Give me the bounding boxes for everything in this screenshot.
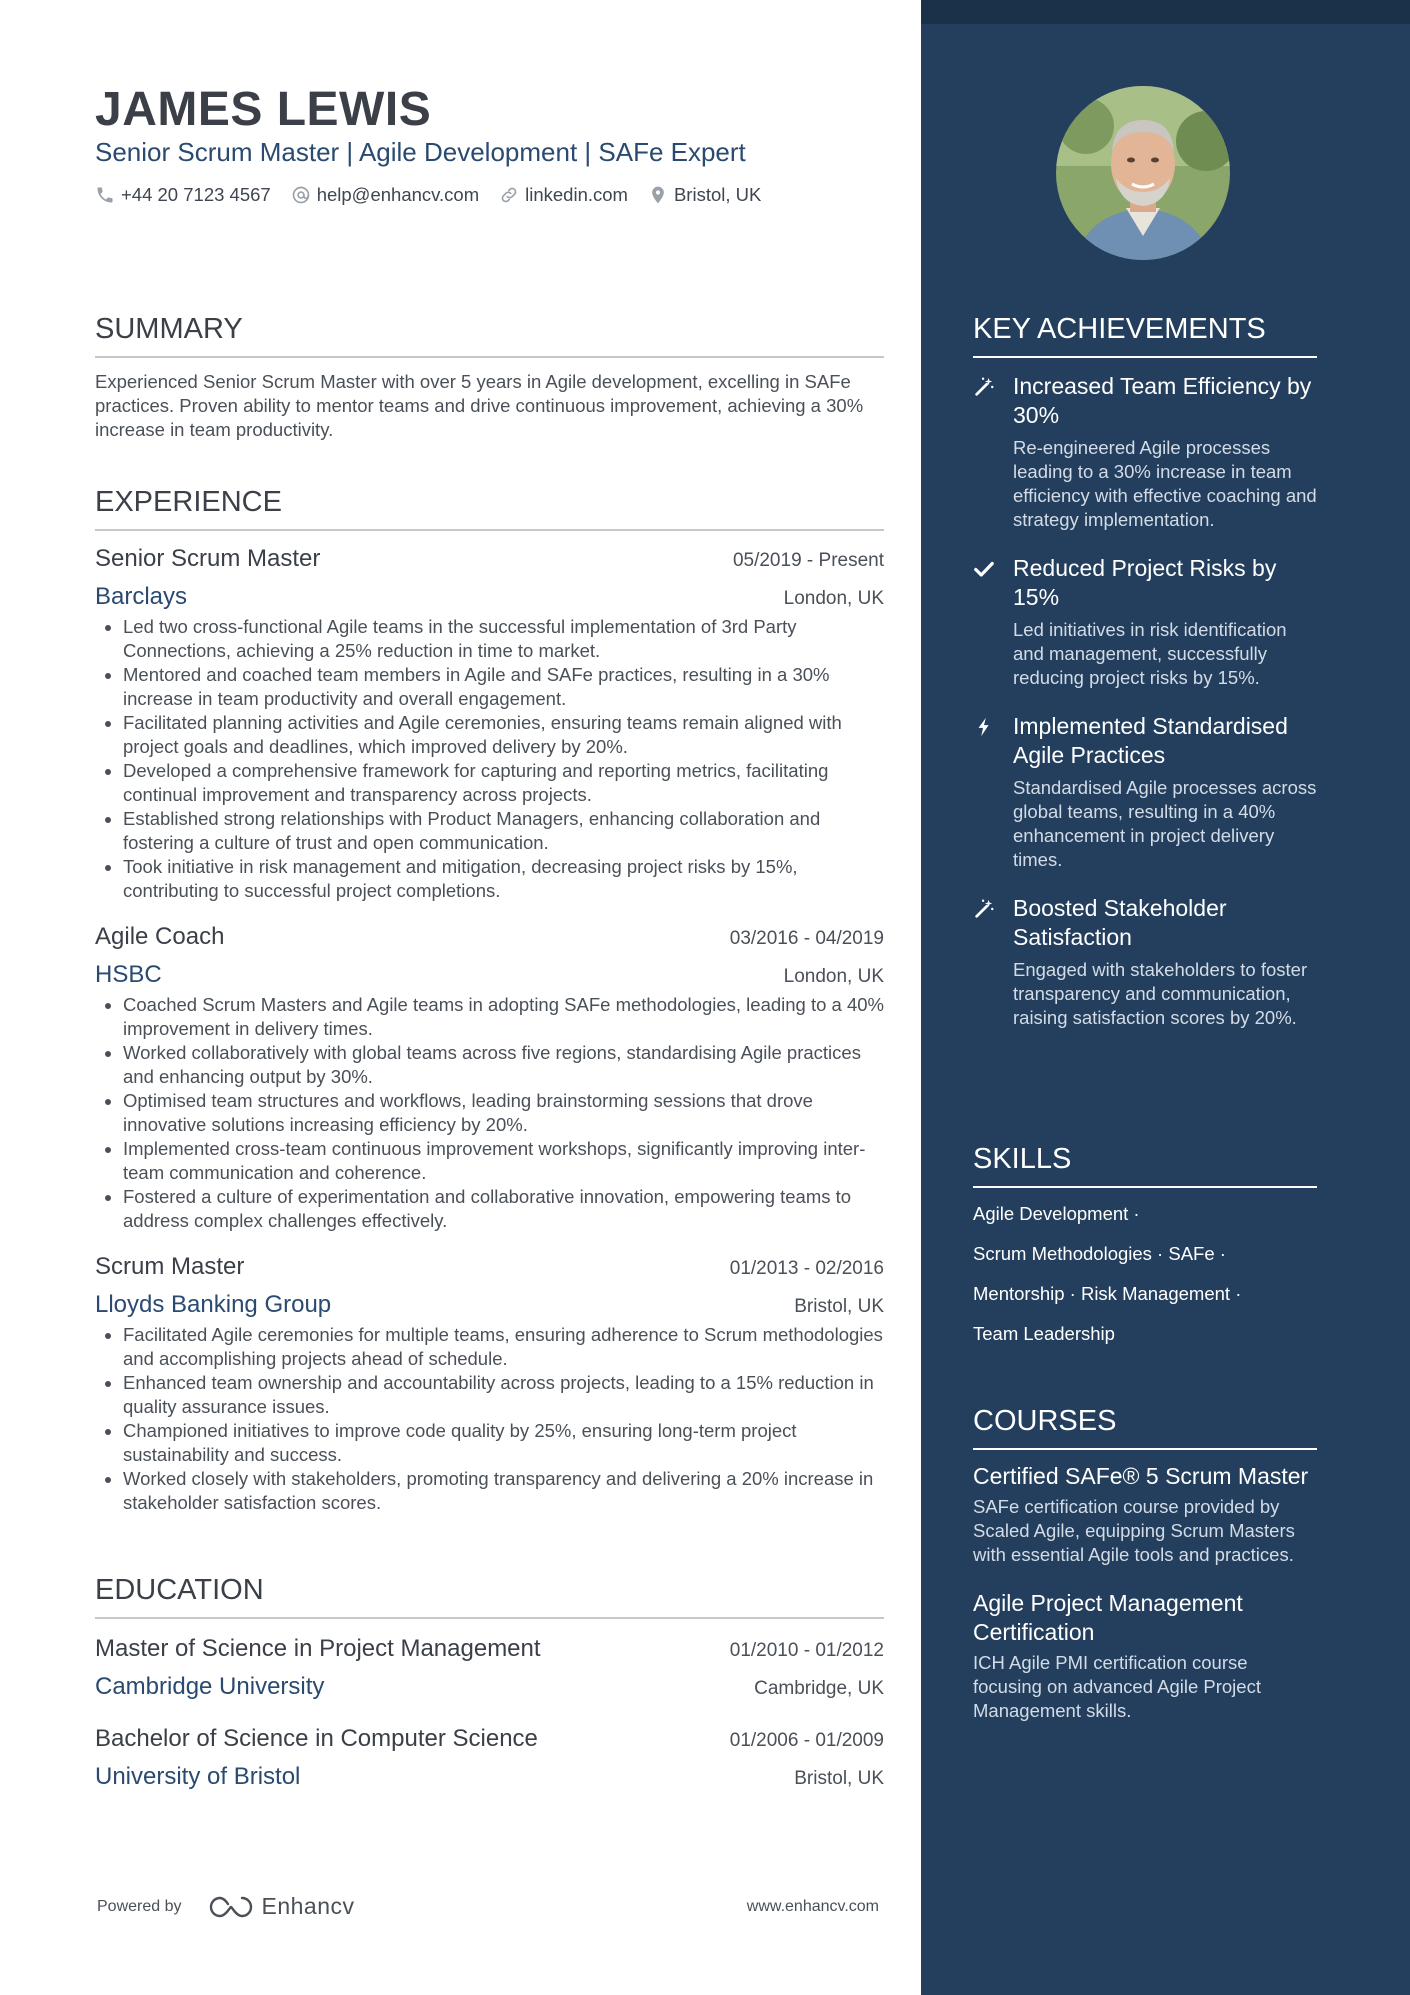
summary-title: SUMMARY: [95, 313, 243, 345]
education-section: [95, 1571, 884, 1793]
job-role: Scrum Master: [95, 1253, 245, 1280]
achievement-description: Standardised Agile processes across global teams, resulting in a 40% enhancement in project delivery times.: [1013, 777, 1317, 870]
achievement-title: Reduced Project Risks by 15%: [1013, 555, 1277, 610]
phone-icon: [95, 185, 115, 205]
education-entry: [95, 1723, 884, 1793]
job-company: HSBC: [95, 961, 162, 988]
contact-phone[interactable]: [95, 184, 271, 206]
bullet-item: • Implemented cross-team continuous improvement workshops, significantly improving inter-team communication and coherence.: [123, 1137, 884, 1185]
experience-section: [95, 483, 884, 1515]
achievement-item: [973, 554, 1317, 690]
education-title: EDUCATION: [95, 1574, 264, 1606]
degree: Bachelor of Science in Computer Science: [95, 1725, 538, 1752]
job-location: London, UK: [783, 588, 884, 609]
education-location: Cambridge, UK: [754, 1678, 884, 1699]
education-date: 01/2006 - 01/2009: [729, 1730, 884, 1751]
website-link[interactable]: www.enhancv.com: [746, 1897, 879, 1915]
divider: [973, 1448, 1317, 1450]
achievement-description: Led initiatives in risk identification and management, successfully reducing project risks by 15%.: [1013, 619, 1287, 688]
skills-title: SKILLS: [973, 1143, 1072, 1175]
brand-name: Enhancv: [261, 1893, 355, 1919]
achievement-title: Boosted Stakeholder Satisfaction: [1013, 895, 1227, 950]
bullet-item: • Mentored and coached team members in Agile and SAFe practices, resulting in a 30% increase in team productivity and overall engagement.: [123, 663, 884, 711]
magic-wand-icon: [973, 898, 995, 920]
skill-line: Team Leadership: [973, 1323, 1115, 1344]
bullet-item: • Facilitated Agile ceremonies for multiple teams, ensuring adherence to Scrum methodologies and accomplishing projects ahead of schedule.: [123, 1323, 884, 1371]
bullet-item: • Optimised team structures and workflows, leading brainstorming sessions that drove innovative solutions increasing efficiency by 20%.: [123, 1089, 884, 1137]
job-entry: [95, 543, 884, 903]
job-role: Senior Scrum Master: [95, 545, 321, 572]
school: Cambridge University: [95, 1673, 325, 1700]
divider: [95, 529, 884, 531]
contact-location: [648, 184, 761, 206]
education-location: Bristol, UK: [794, 1768, 884, 1789]
sidebar: [921, 0, 1410, 1995]
achievement-description: Engaged with stakeholders to foster transparency and communication, raising satisfaction scores by 20%.: [1013, 959, 1308, 1028]
bullet-item: • Took initiative in risk management and mitigation, decreasing project risks by 15%, contributing to successful project completions.: [123, 855, 884, 903]
summary-section: [95, 310, 884, 442]
link-icon: [499, 185, 519, 205]
powered-by-label: Powered by: [97, 1897, 182, 1915]
profile-photo: [1056, 86, 1230, 260]
contact-linkedin[interactable]: [499, 184, 628, 206]
course-description: SAFe certification course provided by Scaled Agile, equipping Scrum Masters with essential Agile tools and practices.: [973, 1496, 1295, 1565]
email-text: help@enhancv.com: [316, 184, 480, 205]
education-date: 01/2010 - 01/2012: [729, 1640, 884, 1661]
achievement-description: Re-engineered Agile processes leading to a 30% increase in team efficiency with effective coaching and strategy implementation.: [1013, 437, 1317, 530]
enhancv-logo[interactable]: [208, 1893, 355, 1920]
achievement-title: Increased Team Efficiency by 30%: [1013, 373, 1312, 428]
job-date: 01/2013 - 02/2016: [729, 1258, 884, 1279]
divider: [95, 356, 884, 358]
job-bullets: [95, 993, 884, 1233]
contact-bar: [95, 184, 781, 206]
bullet-item: • Facilitated planning activities and Agile ceremonies, ensuring teams remain aligned with project goals and deadlines, which improved delivery by 20%.: [123, 711, 884, 759]
courses-section: [973, 1402, 1317, 1723]
achievements-section: [973, 310, 1317, 1030]
summary-text: Experienced Senior Scrum Master with over 5 years in Agile development, excelling in SAFe practices. Proven ability to mentor teams and drive continuous improvement, achieving a 30% increase in team productivity.: [95, 371, 864, 440]
magic-wand-icon: [973, 376, 995, 398]
checkmark-icon: [973, 558, 995, 580]
course-title: Agile Project Management Certification: [973, 1590, 1243, 1645]
achievements-title: KEY ACHIEVEMENTS: [973, 313, 1266, 345]
achievement-item: [973, 712, 1317, 872]
bullet-item: • Enhanced team ownership and accountability across projects, leading to a 15% reduction in quality assurance issues.: [123, 1371, 884, 1419]
degree: Master of Science in Project Management: [95, 1635, 541, 1662]
bullet-item: • Worked closely with stakeholders, promoting transparency and delivering a 20% increase in stakeholder satisfaction scores.: [123, 1467, 884, 1515]
achievement-item: [973, 372, 1317, 532]
footer: [97, 1893, 879, 1920]
courses-title: COURSES: [973, 1405, 1117, 1437]
skills-section: [973, 1140, 1317, 1362]
skill-line: Scrum Methodologies · SAFe ·: [973, 1243, 1226, 1264]
job-location: Bristol, UK: [794, 1296, 884, 1317]
achievement-title: Implemented Standardised Agile Practices: [1013, 713, 1288, 768]
job-date: 05/2019 - Present: [732, 550, 884, 571]
skills-list: [973, 1202, 1317, 1346]
job-company: Barclays: [95, 583, 188, 610]
sidebar-top-bar: [921, 0, 1410, 24]
candidate-name: JAMES LEWIS: [95, 83, 432, 136]
job-bullets: [95, 615, 884, 903]
bullet-item: • Led two cross-functional Agile teams in the successful implementation of 3rd Party Connections, achieving a 25% reduction in time to market.: [123, 615, 884, 663]
job-entry: [95, 921, 884, 1233]
job-bullets: [95, 1323, 884, 1515]
bullet-item: • Fostered a culture of experimentation and collaborative innovation, empowering teams to address complex challenges effectively.: [123, 1185, 884, 1233]
bullet-item: • Worked collaboratively with global teams across five regions, standardising Agile practices and enhancing output by 30%.: [123, 1041, 884, 1089]
education-entry: [95, 1633, 884, 1703]
skill-line: Mentorship · Risk Management ·: [973, 1283, 1242, 1304]
course-item: [973, 1462, 1317, 1567]
course-description: ICH Agile PMI certification course focusing on advanced Agile Project Management skills.: [973, 1652, 1261, 1721]
job-location: London, UK: [783, 966, 884, 987]
course-item: [973, 1589, 1317, 1723]
linkedin-text: linkedin.com: [525, 184, 628, 205]
infinity-logo-icon: [208, 1894, 254, 1920]
bullet-item: • Established strong relationships with Product Managers, enhancing collaboration and fostering a culture of trust and open communication.: [123, 807, 884, 855]
profile-photo-illustration: [1056, 86, 1230, 260]
divider: [973, 356, 1317, 358]
divider: [973, 1186, 1317, 1188]
job-entry: [95, 1251, 884, 1515]
location-pin-icon: [648, 185, 668, 205]
headline: Senior Scrum Master | Agile Development | SAFe Expert: [95, 137, 746, 167]
experience-title: EXPERIENCE: [95, 486, 282, 518]
job-role: Agile Coach: [95, 923, 225, 950]
bullet-item: • Developed a comprehensive framework for capturing and reporting metrics, facilitating continual improvement and transparency across projects.: [123, 759, 884, 807]
location-text: Bristol, UK: [673, 184, 762, 205]
bullet-item: • Championed initiatives to improve code quality by 25%, ensuring long-term project sustainability and success.: [123, 1419, 884, 1467]
at-icon: [291, 185, 311, 205]
school: University of Bristol: [95, 1763, 301, 1790]
contact-email[interactable]: [291, 184, 479, 206]
skill-line: Agile Development ·: [973, 1203, 1140, 1224]
phone-text: +44 20 7123 4567: [121, 184, 271, 205]
achievement-item: [973, 894, 1317, 1030]
lightning-bolt-icon: [973, 716, 995, 738]
course-title: Certified SAFe® 5 Scrum Master: [973, 1463, 1309, 1489]
bullet-item: • Coached Scrum Masters and Agile teams in adopting SAFe methodologies, leading to a 40% improvement in delivery times.: [123, 993, 884, 1041]
job-company: Lloyds Banking Group: [95, 1291, 332, 1318]
divider: [95, 1617, 884, 1619]
powered-by: [97, 1893, 355, 1920]
job-date: 03/2016 - 04/2019: [729, 928, 884, 949]
